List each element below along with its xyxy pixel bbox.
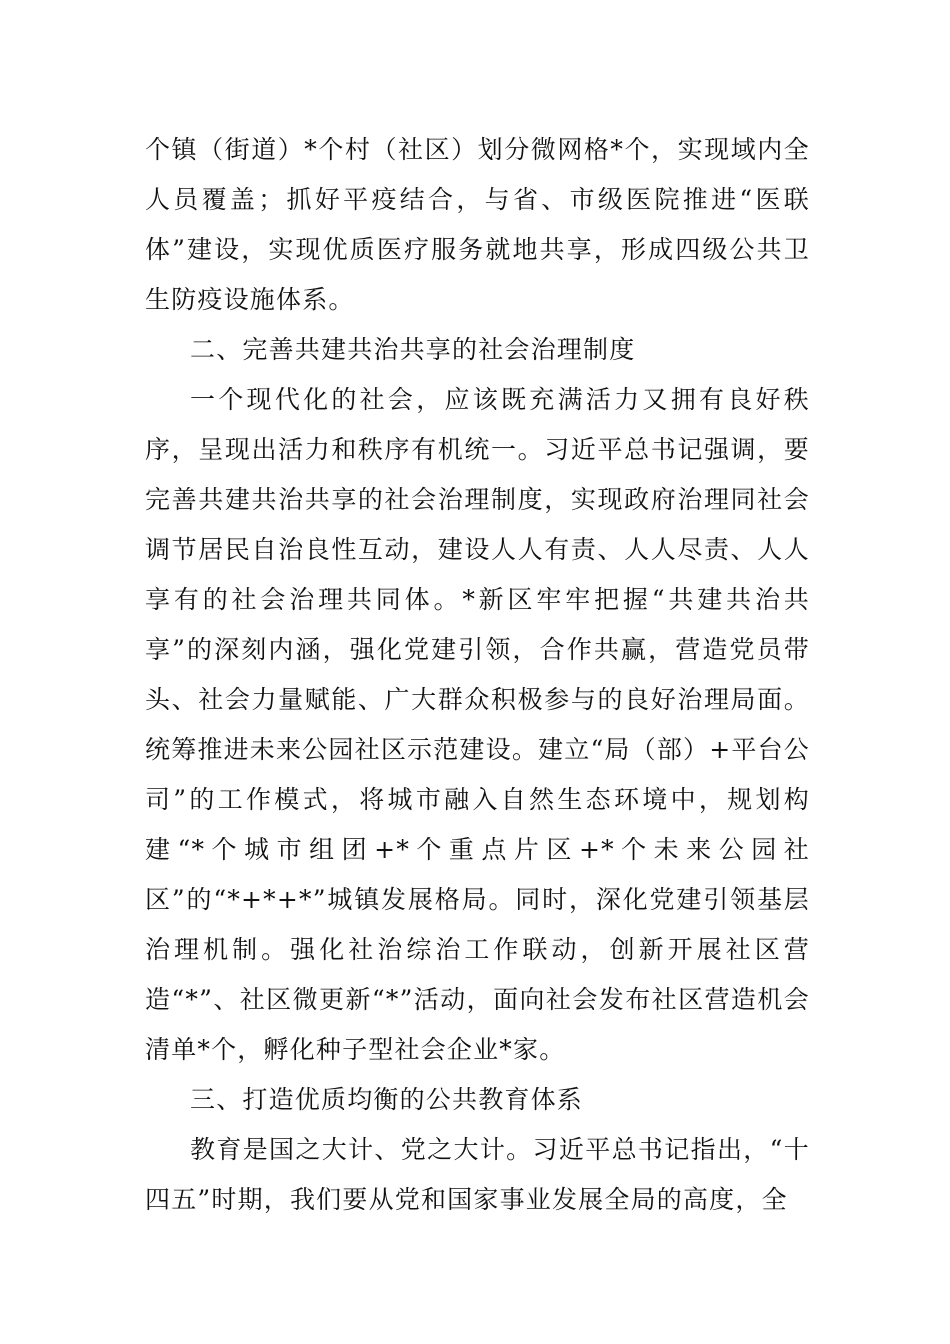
paragraph-education: 教育是国之大计、党之大计。习近平总书记指出，“十四五”时期，我们要从党和国家事业发展全局的高度，全 <box>145 1135 810 1214</box>
paragraph-continued: 个镇（街道）*个村（社区）划分微网格*个，实现域内全人员覆盖；抓好平疫结合，与省、市级医院推进“医联体”建设，实现优质医疗服务就地共享，形成四级公共卫生防疫设施体系。 <box>145 135 810 314</box>
section-heading-2: 二、完善共建共治共享的社会治理制度 <box>190 335 636 364</box>
paragraph-social-governance: 一个现代化的社会，应该既充满活力又拥有良好秩序，呈现出活力和秩序有机统一。习近平总书记强调，要完善共建共治共享的社会治理制度，实现政府治理同社会调节居民自治良性互动，建设人人有责、人人尽责、人人享有的社会治理共同体。*新区牢牢把握“共建共治共享”的深刻内涵，强化党建引领，合作共赢，营造党员带头、社会力量赋能、广大群众积极参与的良好治理局面。统筹推进未来公园社区示范建设。建立“局（部）+平台公司”的工作模式，将城市融入自然生态环境中，规划构建“*个城市组团+*个重点片区+*个未来公园社区”的“*+*+*”城镇发展格局。同时，深化党建引领基层治理机制。强化社治综治工作联动，创新开展社区营造“*”、社区微更新“*”活动，面向社会发布社区营造机会清单*个，孵化种子型社会企业*家。 <box>145 385 810 1064</box>
section-heading-3: 三、打造优质均衡的公共教育体系 <box>190 1085 584 1114</box>
document-body <box>145 125 810 1225</box>
